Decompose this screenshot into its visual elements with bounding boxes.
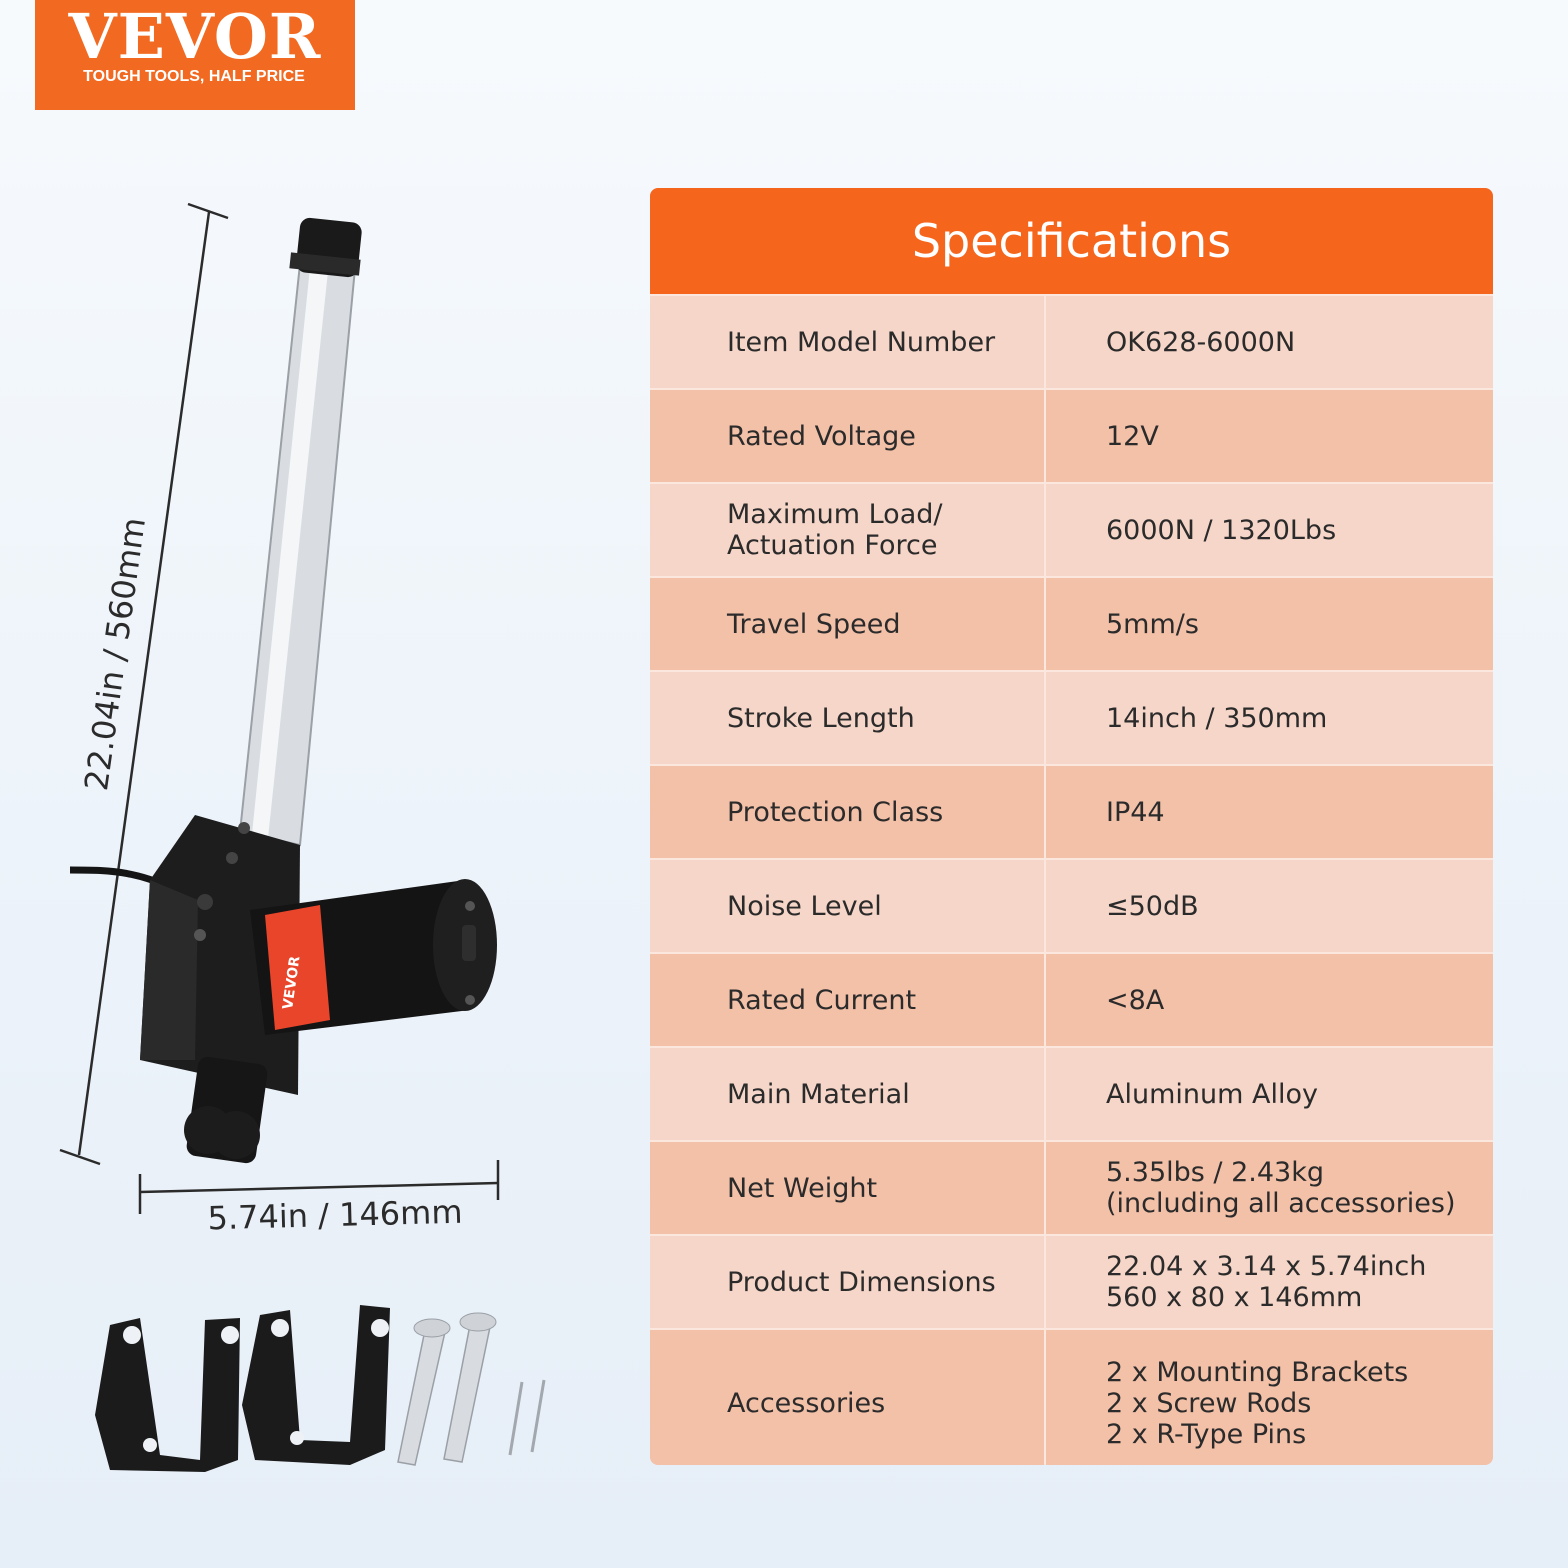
product-illustration xyxy=(0,180,620,1510)
spec-label: Stroke Length xyxy=(727,702,915,734)
specifications-title: Specifications xyxy=(650,188,1493,294)
spec-value: 5mm/s xyxy=(1044,578,1493,670)
spec-row xyxy=(650,858,1493,952)
spec-label: Net Weight xyxy=(727,1172,878,1204)
screw-rod-1 xyxy=(398,1319,450,1465)
spec-row xyxy=(650,1234,1493,1328)
logo-brand: VEVOR xyxy=(68,0,322,73)
logo-tagline: TOUGH TOOLS, HALF PRICE xyxy=(83,68,305,85)
spec-value: 2 x Mounting Brackets 2 x Screw Rods 2 x R-Type Pins xyxy=(1044,1330,1493,1465)
spec-value: OK628-6000N xyxy=(1044,296,1493,388)
r-type-pins xyxy=(510,1380,544,1455)
spec-label: Noise Level xyxy=(727,890,882,922)
spec-label: Protection Class xyxy=(727,796,944,828)
spec-row xyxy=(650,482,1493,576)
spec-label: Travel Speed xyxy=(727,608,901,640)
spec-row xyxy=(650,764,1493,858)
specifications-table xyxy=(650,188,1493,1465)
spec-label: Item Model Number xyxy=(727,326,996,358)
spec-label: Rated Voltage xyxy=(727,420,916,452)
spec-row xyxy=(650,294,1493,388)
spec-row xyxy=(650,952,1493,1046)
spec-value: 6000N / 1320Lbs xyxy=(1044,484,1493,576)
mounting-bracket-2 xyxy=(242,1305,390,1465)
spec-value: IP44 xyxy=(1044,766,1493,858)
spec-row xyxy=(650,388,1493,482)
spec-row xyxy=(650,576,1493,670)
spec-row xyxy=(650,1328,1493,1465)
spec-label: Maximum Load/ Actuation Force xyxy=(727,499,943,561)
spec-label: Rated Current xyxy=(727,984,917,1016)
spec-value: 22.04 x 3.14 x 5.74inch 560 x 80 x 146mm xyxy=(1044,1236,1493,1328)
width-dimension-label: 5.74in / 146mm xyxy=(207,1192,463,1238)
vevor-logo xyxy=(35,0,355,110)
spec-label: Main Material xyxy=(727,1078,910,1110)
spec-row xyxy=(650,1046,1493,1140)
spec-row xyxy=(650,1140,1493,1234)
spec-label: Accessories xyxy=(727,1388,886,1419)
spec-value: 12V xyxy=(1044,390,1493,482)
spec-label: Product Dimensions xyxy=(727,1266,996,1298)
length-dimension-label: 22.04in / 560mm xyxy=(77,515,153,793)
screw-rod-2 xyxy=(444,1313,496,1462)
actuator-rod xyxy=(240,217,363,845)
motor-label: VEVOR xyxy=(280,955,304,1011)
spec-value: Aluminum Alloy xyxy=(1044,1048,1493,1140)
spec-row xyxy=(650,670,1493,764)
spec-value: ≤50dB xyxy=(1044,860,1493,952)
spec-value: 5.35lbs / 2.43kg (including all accessories) xyxy=(1044,1142,1493,1234)
spec-value: <8A xyxy=(1044,954,1493,1046)
mounting-bracket-1 xyxy=(95,1318,240,1472)
spec-value: 14inch / 350mm xyxy=(1044,672,1493,764)
